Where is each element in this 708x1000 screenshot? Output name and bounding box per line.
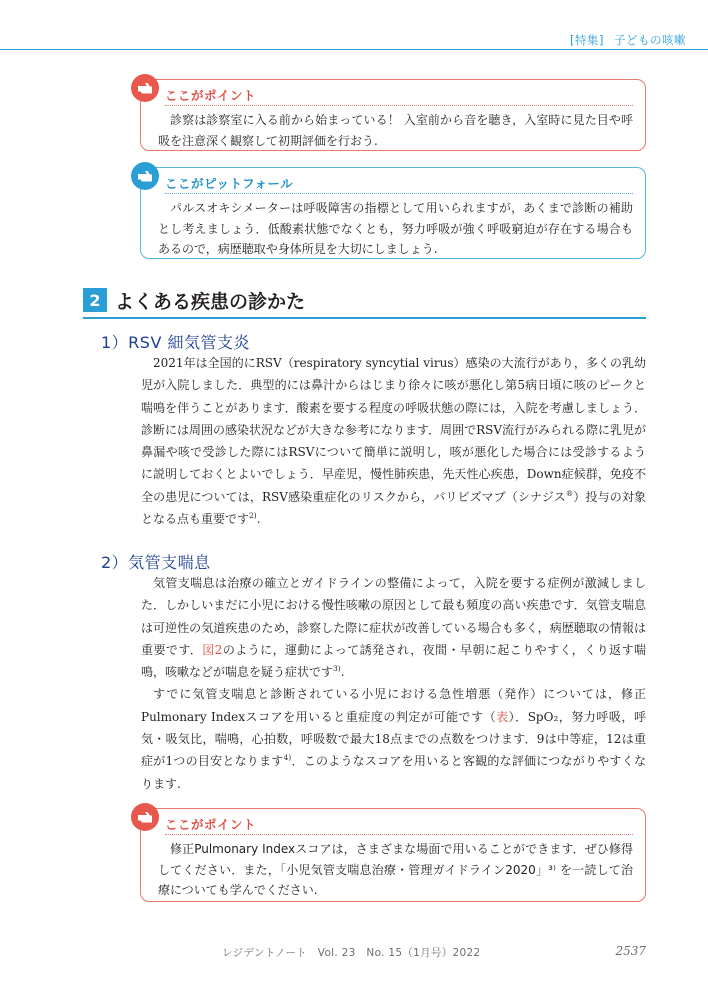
rsv-paragraph bbox=[141, 352, 646, 530]
asthma-p1-b: のように，運動によって誘発され，夜間・早朝に起こりやすく，くり返す喘鳴，咳嗽などが喘息を疑う症状です bbox=[141, 642, 647, 680]
pointing-hand-icon bbox=[131, 74, 159, 102]
section-title: よくある疾患の診かた bbox=[115, 291, 306, 313]
rsv-text-a: 2021年は全国的にRSV（respiratory syncytial virus）感染の大流行があり，多くの乳幼児が入院しました．典型的には鼻汁からはじまり徐々に咳が悪化し第5病日頃に咳のピークと喘鳴を伴うことがあります．酸素を要する程度の呼吸状態の際には，入院を考慮しましょう．診断には周囲の感染状況などが大きな参考になります．周囲でRSV流行がみられる際に乳児が鼻漏や咳で受診した際にはRSVについて簡単に説明し，咳が悪化した場合には受診するように説明しておくとよいでしょう．早産児，慢性肺疾患，先天性心疾患，Down症候群，免疫不全の患児については，RSV感染重症化のリスクから，パリビズマブ（シナジス bbox=[141, 356, 646, 504]
reference-2: 2) bbox=[249, 511, 257, 521]
header-title: 子どもの咳嗽 bbox=[614, 33, 686, 47]
section-number: 2 bbox=[83, 288, 107, 312]
subsection-title-rsv: 1）RSV 細気管支炎 bbox=[101, 333, 250, 352]
registered-mark: ® bbox=[565, 488, 574, 498]
pitfall-box-title: ここがピットフォール bbox=[165, 176, 294, 191]
subsection-title-asthma: 2）気管支喘息 bbox=[101, 553, 211, 572]
reference-4: 4) bbox=[283, 753, 292, 763]
pitfall-box bbox=[140, 167, 646, 259]
section-heading bbox=[83, 288, 646, 320]
point-box-divider bbox=[165, 105, 633, 106]
asthma-p2-b: ）．SpO₂，努力呼吸，呼気・吸気比，喘鳴，心拍数，呼吸数で最大18点までの点数をつけます．9は中等症，12は重症が1つの目安となります bbox=[141, 709, 646, 769]
point-box-2-title: ここがポイント bbox=[165, 817, 257, 832]
asthma-p1-a: 気管支喘息は治療の確立とガイドラインの整備によって，入院を要する症例が激減しました．しかしいまだに小児における慢性咳嗽の原因として最も頻度の高い疾患です．気管支喘息は可逆性の気道疾患のため，診察した際に症状が改善している場合も多く，病歴聴取の情報は重要です． bbox=[141, 576, 646, 657]
pitfall-box-text: パルスオキシメーターは呼吸障害の指標として用いられますが，あくまで診断の補助とし考えましょう．低酸素状態でなくとも，努力呼吸が強く呼吸窮迫が存在する場合もあるので，病歴聴取や身体所見を大切にしましょう. bbox=[158, 201, 633, 256]
table-link[interactable]: 表 bbox=[496, 709, 509, 724]
section-rule bbox=[83, 317, 646, 319]
figure-2-link[interactable]: 図2 bbox=[202, 642, 223, 657]
header-tag: [特集] bbox=[570, 33, 604, 47]
point-box-title: ここがポイント bbox=[165, 88, 257, 103]
point-box-text: 診察は診察室に入る前から始まっている！ 入室前から音を聴き，入室時に見た目や呼吸を注意深く観察して初期評価を行おう. bbox=[158, 113, 633, 148]
point-box-2 bbox=[140, 808, 646, 902]
point-box-2-body bbox=[158, 839, 633, 901]
pointing-hand-icon bbox=[131, 803, 159, 831]
point-box-2-divider bbox=[165, 834, 633, 835]
pitfall-box-divider bbox=[165, 193, 633, 194]
asthma-paragraph-1 bbox=[141, 572, 646, 683]
point-box bbox=[140, 79, 646, 151]
pitfall-box-body bbox=[158, 198, 633, 260]
rsv-text-b: ）投与の対象となる点も重要です bbox=[141, 489, 646, 527]
point-box-body bbox=[158, 110, 633, 151]
asthma-p2-c: ．このようなスコアを用いると客観的な評価につながりやすくなります. bbox=[141, 754, 646, 791]
page-number: 2537 bbox=[615, 944, 646, 958]
footer-journal: レジデントノート Vol. 23 No. 15（1月号）2022 bbox=[222, 947, 481, 959]
asthma-p2-a: すでに気管支喘息と診断されている小児における急性増悪（発作）については，修正Pulmonary Indexスコアを用いると重症度の判定が可能です（ bbox=[141, 687, 646, 724]
running-header bbox=[570, 32, 686, 48]
asthma-p1-c: . bbox=[340, 665, 345, 680]
asthma-paragraphs bbox=[141, 572, 646, 795]
reference-3: 3) bbox=[333, 664, 341, 674]
point-box-2-text: 修正Pulmonary Indexスコアは，さまざまな場面で用いることができます．ぜひ修得してください．また，「小児気管支喘息治療・管理ガイドライン2020」³⁾ を一読して治療についても学んでください. bbox=[158, 842, 633, 897]
asthma-paragraph-2 bbox=[141, 683, 646, 794]
pointing-hand-icon bbox=[131, 162, 159, 190]
header-rule bbox=[0, 49, 708, 50]
rsv-text-c: . bbox=[256, 512, 261, 527]
